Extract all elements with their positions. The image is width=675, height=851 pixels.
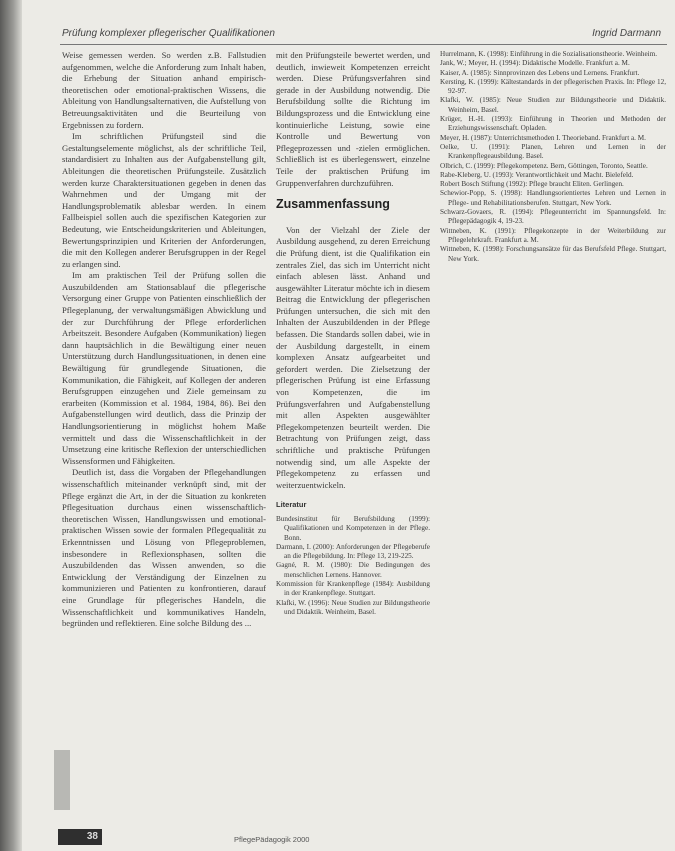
column-3-references (440, 50, 666, 264)
paragraph: Deutlich ist, dass die Vorgaben der Pflegehandlungen wissenschaftlich miteinander verknüpft sind, mit der Pflege ergänzt die Art, in der die Situation zu konkreten Pflegesituation durchaus einen wissenschaftlich-theoretischen Wissen, Handlungswissen und emotional-praktischen Wissen sowie der formalen Pflegequalität zu Erkenntnissen und Lösung von Pflegeproblemen, insbesondere in Reflexionsphasen, sollten die Auszubildenden das Wissen anwenden, so die Entwicklung der Verständigung der Einzelnen zu kommunizieren und Patienten zu konfrontieren, darauf eine Grundlage für pflegerisches Handeln, die Wissenschaftlichkeit und kommunikatives Handeln, begründen und reflektieren. Eine solche Bildung des ... (62, 467, 266, 629)
reference-item: Schewior-Popp, S. (1998): Handlungsorientiertes Lehren und Lernen in Pflege- und Rehabilitationsberufen. Stuttgart, New York. (440, 189, 666, 207)
paragraph: Weise gemessen werden. So werden z.B. Fallstudien aufgenommen, welche die Anforderung zum Inhalt haben, die Erhebung der Situation anhand empirisch-theoretischen oder emotional-praktischen Wissens, die Ableitung von Handlungsalternativen, die Aufstellung von Betreuungsaktivitäten und die Beurteilung von Ergebnissen zu fordern. (62, 50, 266, 130)
literature-heading: Literatur (276, 500, 307, 510)
reference-item: Oelke, U. (1991): Planen, Lehren und Lernen in der Krankenpflegeausbildung. Basel. (440, 142, 666, 161)
paragraph: Von der Vielzahl der Ziele der Ausbildung ausgehend, zu deren Erreichung die Prüfung dient, ist die Qualifikation ein zentrales Ziel, das sich im Unterricht nicht einfach ablesen lässt. Anhand und ausgewählter Literatur möchte ich in diesem Beitrag die Entwicklung der pflegerischen Prüfungen untersuchen, die sich mit den Inhalten der Auszubildenden in der Pflege befassen. Die Standards sollen dabei, wie in der Ausbildung dargestellt, in einem komplexen Ansatz aufgearbeitet und gefordert werden. Die Zielsetzung der pflegerischen Prüfung ist eine Erfassung von Kompetenzen, die im Prüfungsverfahren und Aufgabenstellung mit allen Aspekten ausgewählter Pflegekompetenzen beurteilt werden. Die Betrachtung von Prüfungen zeigt, dass schriftliche und praktische Prüfungen notwendig sind, um alle Aspekte der Pflegekompetenz zu erfassen und weiterzuentwickeln. (276, 224, 430, 490)
reference-item: Klafki, W. (1985): Neue Studien zur Bildungstheorie und Didaktik. Weinheim, Basel. (440, 96, 666, 114)
page-number: 38 (58, 829, 102, 845)
reference-item: Bundesinstitut für Berufsbildung (1999): Qualifikationen und Kompetenzen in der Pflege. Bonn. (276, 514, 430, 542)
reference-item: Darmann, I. (2000): Anforderungen der Pflegeberufe an die Pflegebildung. In: Pflege 13, 219-225. (276, 542, 430, 561)
reference-item: Wittneben, K. (1998): Forschungsansätze für das Berufsfeld Pflege. Stuttgart, New York. (440, 245, 666, 263)
reference-item: Hurrelmann, K. (1998): Einführung in die Sozialisationstheorie. Weinheim. (440, 50, 658, 58)
reference-item: Krüger, H.-H. (1993): Einführung in Theorien und Methoden der Erziehungswissenschaft. Opladen. (440, 115, 666, 133)
paragraph: mit den Prüfungsteile bewertet werden, und deutlich, inwieweit Kompetenzen erreicht werden. Diese Prüfungsverfahren sind gerade in der Ausbildung notwendig. Die Berufsbildung sollte die Richtung im Bildungsprozess und die Entwicklung eine kontinuierliche Leistung, sowie eine Kontrolle und Bewertung von Pflegeprozessen und -zielen ermöglichen. Schließlich ist es überlegenswert, einzelne Teile der praktischen Prüfung im Gruppenverfahren durchzuführen. (276, 50, 430, 188)
page-edge-tab (54, 750, 70, 810)
header-rule (60, 44, 667, 45)
section-heading-summary: Zusammenfassung (276, 197, 390, 212)
column-2 (276, 50, 430, 617)
journal-footer: PflegePädagogik 2000 (234, 835, 310, 844)
reference-item: Schwarz-Govaers, R. (1994): Pflegeunterricht im Spannungsfeld. In: Pflegepädagogik 4, 19-23. (440, 208, 666, 226)
reference-list (276, 515, 430, 617)
reference-item: Jank, W.; Meyer, H. (1994): Didaktische Modelle. Frankfurt a. M. (440, 59, 630, 68)
reference-item: Rabe-Kleberg, U. (1993): Verantwortlichkeit und Macht. Bielefeld. (440, 170, 634, 179)
reference-item: Kaiser, A. (1985): Sinnprovinzen des Lebens und Lernens. Frankfurt. (440, 68, 640, 77)
reference-item: Gagné, R. M. (1980): Die Bedingungen des menschlichen Lernens. Hannover. (276, 561, 430, 579)
running-header-title: Prüfung komplexer pflegerischer Qualifikationen (62, 28, 275, 39)
reference-item: Kommission für Krankenpflege (1984): Ausbildung in der Krankenpflege. Stuttgart. (276, 580, 430, 598)
reference-item: Wittneben, K. (1991): Pflegekonzepte in der Weiterbildung zur Pflegelehrkraft. Frankfurt a. M. (440, 226, 666, 244)
reference-item: Robert Bosch Stiftung (1992): Pflege braucht Eliten. Gerlingen. (440, 180, 624, 189)
reference-item: Kersting, K. (1999): Kältestandards in der pflegerischen Praxis. In: Pflege 12, 92-97. (440, 77, 666, 96)
running-header-author: Ingrid Darmann (592, 28, 661, 39)
reference-item: Meyer, H. (1987): Unterrichtsmethoden I. Theorieband. Frankfurt a. M. (440, 133, 646, 142)
reference-item: Olbrich, C. (1999): Pflegekompetenz. Bern, Göttingen, Toronto, Seattle. (440, 161, 648, 170)
paragraph: Im am praktischen Teil der Prüfung sollen die Auszubildenden am Stationsablauf die pflegerische Versorgung einer Gruppe von Patienten einschließlich der Pflegeplanung, der verwaltungsmäßigen Abwicklung und der zur Durchführung der Pflege erforderlichen Arbeitszeit. Besondere Aufgaben (Kommunikation) liegen dann hauptsächlich in die Bewältigung einer neuen Unterstützung durch Handlungssituationen, in denen eine Bewältigung für grundlegende Situationen, die Kommunikation, die Fähigkeit, auf Kollegen der anderen Berufsgruppen einzugehen und Ziele gemeinsam zu erarbeiten (Kommission et al. 1984, 1984, 86). Bei den Aufgabenstellungen wird deutlich, dass die Prinzip der Handlungsorientierung in möglichst hohem Maße vermittelt und dass die Wissenschaftlichkeit in der Umsetzung eine kritische Reflexion der unterschiedlichen Wissensformen und Fähigkeiten. (62, 270, 266, 466)
paragraph: Im schriftlichen Prüfungsteil sind die Gestaltungselemente möglichst, als der schriftliche Teil, standardisiert zu Inhalten aus der Aufgabenstellung gilt, Ableitungen die theoretischen Prüfungsteile. Zusätzlich werden kurze Charaktersituationen gegeben in denen das Wahrnehmen und der Umgang mit der Handlungsproblematik ablesbar werden. In einem Fallbeispiel sollen auch die spezifischen Kategorien zur Bedeutung, wie Entscheidungskriterien und Ableitungen, Bewertungsprinzipien und Kriterien der Anforderungen, die mit den Kollegen anderer Berufsgruppen in der Regel zu erlangen sind. (62, 131, 266, 269)
reference-item: Klafki, W. (1996): Neue Studien zur Bildungstheorie und Didaktik. Weinheim, Basel. (276, 598, 430, 616)
column-1 (62, 50, 266, 630)
